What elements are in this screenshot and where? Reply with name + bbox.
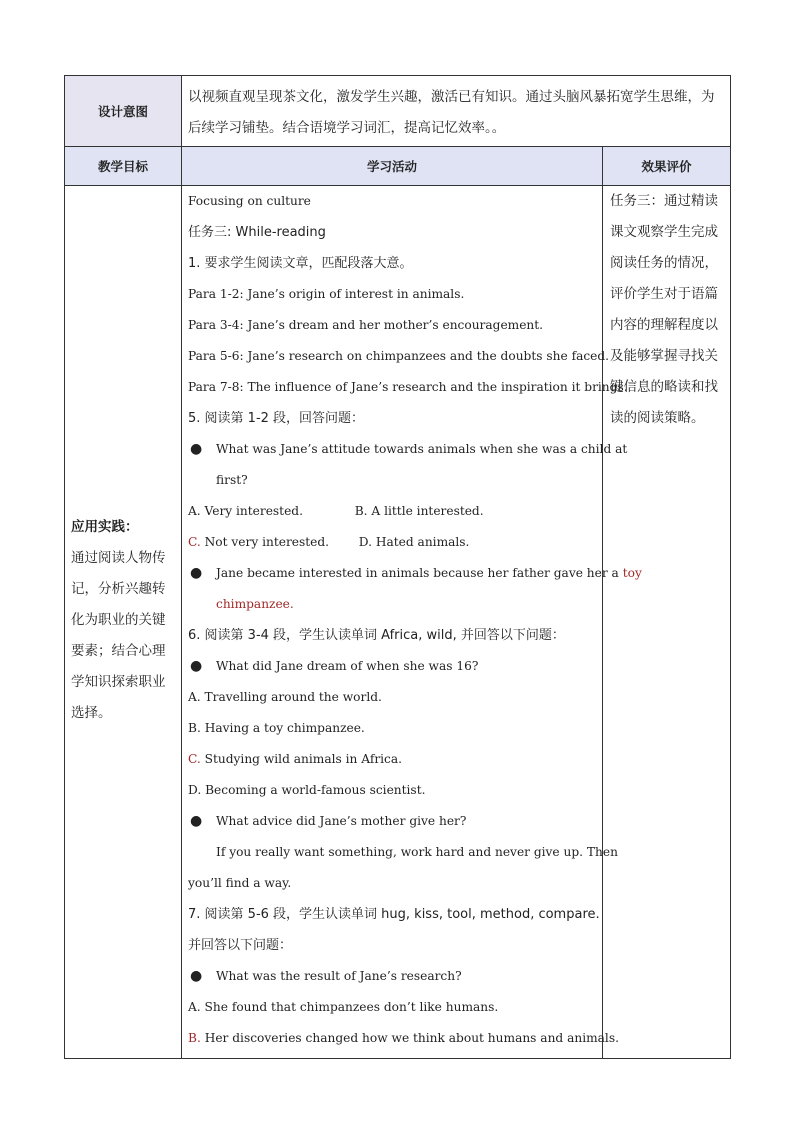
activity-line: Para 7-8: The influence of Jane’s research and the inspiration it brings.	[188, 380, 628, 394]
lesson-plan-table	[64, 75, 731, 1059]
answer-text: toy	[622, 566, 642, 580]
header-goal: 教学目标	[65, 147, 182, 186]
answer-letter: C.	[188, 752, 201, 766]
option: D. Becoming a world-famous scientist.	[188, 783, 426, 797]
activity-line: Para 5-6: Jane’s research on chimpanzees and the doubts she faced.	[188, 349, 610, 363]
activity-line: 5. 阅读第 1-2 段，回答问题：	[188, 411, 365, 426]
option: Studying wild animals in Africa.	[200, 752, 403, 766]
bullet-icon: ●	[190, 813, 203, 829]
option: B. Having a toy chimpanzee.	[188, 721, 365, 735]
bullet-icon: ●	[190, 658, 203, 674]
activity-line: 7. 阅读第 5-6 段，学生认读单词 hug, kiss, tool, method, compare.	[188, 907, 600, 922]
header-evaluation: 效果评价	[603, 147, 731, 186]
answer-text: you’ll find a way.	[188, 876, 292, 890]
option-row	[188, 496, 596, 527]
bullet-item	[188, 434, 628, 465]
learning-activity-cell	[182, 186, 642, 1059]
goal-heading: 应用实践：	[71, 519, 139, 535]
answer-text: chimpanzee.	[216, 597, 294, 611]
question-text: What was Jane’s attitude towards animals when she was a child at	[216, 442, 628, 456]
header-activity: 学习活动	[182, 147, 603, 186]
bullet-icon: ●	[190, 565, 203, 581]
activity-line: first?	[216, 473, 248, 487]
bullet-item	[188, 961, 596, 992]
bullet-icon: ●	[190, 968, 203, 984]
design-intent-text: 以视频直观呈现茶文化，激发学生兴趣，激活已有知识。通过头脑风暴拓宽学生思维，为后续学习铺垫。结合语境学习词汇，提高记忆效率。。	[182, 76, 731, 147]
bullet-icon: ●	[190, 441, 203, 457]
option: A. She found that chimpanzees don’t like humans.	[188, 1000, 499, 1014]
activity-line: 1. 要求学生阅读文章，匹配段落大意。	[188, 256, 413, 271]
answer-letter: B.	[188, 1031, 201, 1045]
content-row	[65, 186, 731, 1059]
question-text: What advice did Jane’s mother give her?	[216, 814, 467, 828]
answer-text: If you really want something, work hard and never give up. Then	[216, 845, 618, 859]
question-text: Jane became interested in animals because her father gave her a	[216, 566, 623, 580]
activity-line: 任务三: While-reading	[188, 225, 326, 240]
design-intent-label: 设计意图	[65, 76, 182, 147]
option: B. A little interested.	[354, 504, 484, 518]
design-intent-row	[65, 76, 731, 147]
option: Her discoveries changed how we think about humans and animals.	[200, 1031, 619, 1045]
option: D. Hated animals.	[358, 535, 470, 549]
option: A. Very interested.	[188, 504, 303, 518]
answer-letter: C.	[188, 535, 201, 549]
bullet-item	[188, 558, 642, 589]
header-row	[65, 147, 731, 186]
question-text: What did Jane dream of when she was 16?	[216, 659, 479, 673]
option-row	[188, 527, 596, 558]
activity-line: 并回答以下问题：	[188, 938, 293, 953]
teaching-goal-cell	[65, 186, 182, 1059]
question-text: What was the result of Jane’s research?	[216, 969, 462, 983]
bullet-item	[188, 806, 596, 837]
activity-line: Focusing on culture	[188, 194, 311, 208]
activity-line: 6. 阅读第 3-4 段，学生认读单词 Africa, wild, 并回答以下问题：	[188, 628, 565, 643]
activity-line: Para 1-2: Jane’s origin of interest in animals.	[188, 287, 465, 301]
goal-text: 通过阅读人物传记，分析兴趣转化为职业的关键要素；结合心理学知识探索职业选择。	[71, 550, 166, 721]
option: Not very interested.	[200, 535, 330, 549]
option: A. Travelling around the world.	[188, 690, 382, 704]
option-row	[188, 1023, 619, 1054]
option-row	[188, 744, 596, 775]
bullet-item	[188, 651, 596, 682]
activity-line: Para 3-4: Jane’s dream and her mother’s encouragement.	[188, 318, 544, 332]
evaluation-cell: 任务三：通过精读课文观察学生完成阅读任务的情况，评价学生对于语篇内容的理解程度以及能够掌握寻找关键信息的略读和找读的阅读策略。	[603, 186, 731, 1059]
